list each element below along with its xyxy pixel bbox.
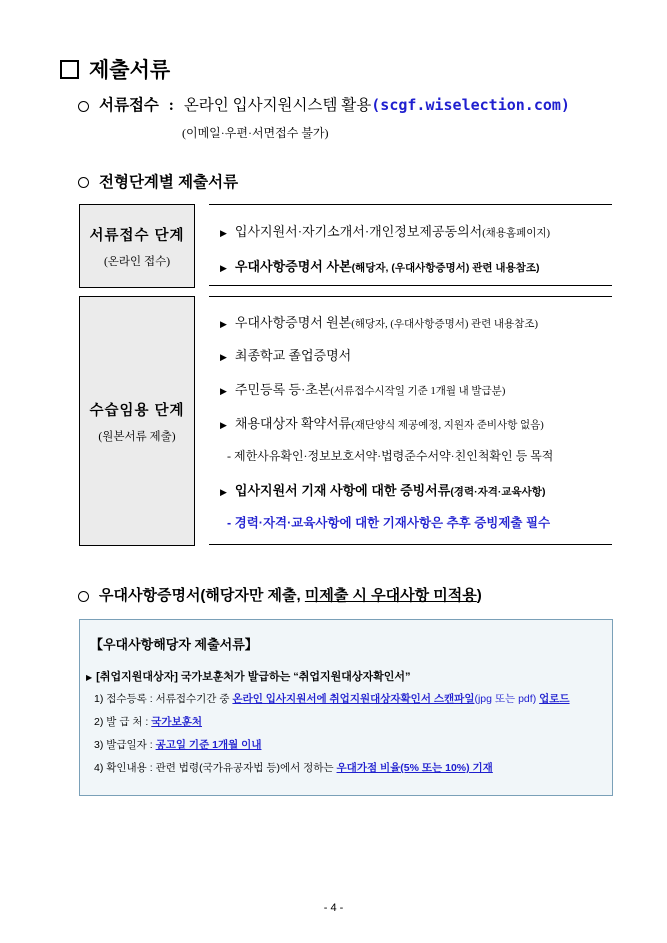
submission-text: 온라인 입사지원시스템 활용 [183,97,372,114]
stage-title: 서류접수 단계 [89,227,185,244]
checkbox-square-icon [60,60,79,79]
item-note: (서류접수시작일 기준 1개월 내 발급분) [330,386,506,397]
panel-subtitle: ▶ [취업지원대상자] 국가보훈처가 발급하는 “취업지원대상자확인서” [86,671,411,683]
divider [209,204,612,205]
stage-subtitle: (온라인 접수) [103,255,171,268]
row-highlight: 우대가점 비율(5% 또는 10%) 기재 [336,762,493,774]
stage-item: ▶ 주민등록 등·초본(서류접수시작일 기준 1개월 내 발급분) [220,382,506,397]
divider [209,296,612,297]
stage-item: ▶ 우대사항증명서 사본(해당자, (우대사항증명서) 관련 내용참조) [220,259,540,274]
divider [209,544,612,545]
stage-item: ▶ 입사지원서·자기소개서·개인정보제공동의서(채용홈페이지) [220,224,551,239]
section-title-text: 제출서류 [89,59,171,82]
row-label: 4) 확인내용 : 관련 법령(국가유공자법 등)에서 정하는 [94,762,337,774]
item-text: 채용대상자 확약서류 [234,416,352,431]
item-text: 입사지원서·자기소개서·개인정보제공동의서 [234,224,483,239]
stage-box-probation [79,296,195,546]
row-label: 3) 발급일자 : [94,739,156,751]
heading-part: ) [476,587,482,604]
stage-subitem-emphasis [227,513,550,531]
stage-item: ▶ 최종학교 졸업증명서 [220,348,352,363]
item-note: (채용홈페이지) [482,228,551,239]
panel-row [94,760,493,775]
item-text: - 경력·자격·교육사항에 대한 기재사항은 추후 증빙제출 필수 [227,516,551,530]
row-label: 1) 접수등록 : 서류접수기간 중 [94,693,233,705]
submission-note: (이메일·우편·서면접수 불가) [182,126,329,140]
stage-subtitle: (원본서류 제출) [98,430,176,443]
panel-row [94,737,261,752]
preference-heading [78,584,482,605]
row-highlight: 업로드 [539,693,570,705]
stage-item: ▶ 채용대상자 확약서류(재단양식 제공예정, 지원자 준비사항 없음) [220,416,544,431]
row-note: (jpg 또는 pdf) [474,693,537,705]
submission-colon: : [168,97,174,114]
row-highlight: 국가보훈처 [151,716,202,728]
item-note: (경력·자격·교육사항) [450,486,546,498]
stages-heading-text: 전형단계별 제출서류 [99,174,239,191]
section-title [60,54,170,84]
row-label: 2) 발 급 처 : [94,716,152,728]
item-text: 우대사항증명서 원본 [234,315,352,330]
circle-bullet-icon [78,591,89,602]
panel-row [94,714,202,729]
circle-bullet-icon [78,101,89,112]
item-text: 최종학교 졸업증명서 [234,348,352,363]
item-text: 우대사항증명서 사본 [234,259,352,274]
panel-row [94,691,570,706]
heading-part: 우대사항증명서(해당자만 제출, [99,587,305,604]
row-highlight: 온라인 입사지원서에 취업지원대상자확인서 스캔파일 [232,693,475,705]
item-text: - 제한사유확인·정보보호서약·법령준수서약·친인척확인 등 목적 [227,449,554,463]
divider [209,285,612,286]
item-note: (해당자, (우대사항증명서) 관련 내용참조) [351,262,540,274]
stage-subitem [227,447,553,464]
stage-item: ▶ 우대사항증명서 원본(해당자, (우대사항증명서) 관련 내용참조) [220,315,538,330]
stage-title: 수습임용 단계 [89,402,185,419]
panel-title: 【우대사항해당자 제출서류】 [90,637,258,652]
heading-underlined: 미제출 시 우대사항 미적용 [304,587,477,604]
panel-subtitle-text: [취업지원대상자] 국가보훈처가 발급하는 “취업지원대상자확인서” [96,671,411,683]
page-number: - 4 - [323,902,344,914]
item-text: 입사지원서 기재 사항에 대한 증빙서류 [234,483,451,498]
submission-url[interactable]: (scgf.wiselection.com) [371,96,570,114]
circle-bullet-icon [78,177,89,188]
item-note: (재단양식 제공예정, 지원자 준비사항 없음) [351,420,544,431]
submission-label: 서류접수 [99,97,159,114]
stage-box-document [79,204,195,288]
preference-panel [79,619,613,796]
stages-heading [78,170,238,192]
item-note: (해당자, (우대사항증명서) 관련 내용참조) [351,319,538,330]
row-highlight: 공고일 기준 1개월 이내 [155,739,262,751]
item-text: 주민등록 등·초본 [234,382,331,397]
submission-line [78,93,570,115]
stage-item: ▶ 입사지원서 기재 사항에 대한 증빙서류(경력·자격·교육사항) [220,483,546,498]
